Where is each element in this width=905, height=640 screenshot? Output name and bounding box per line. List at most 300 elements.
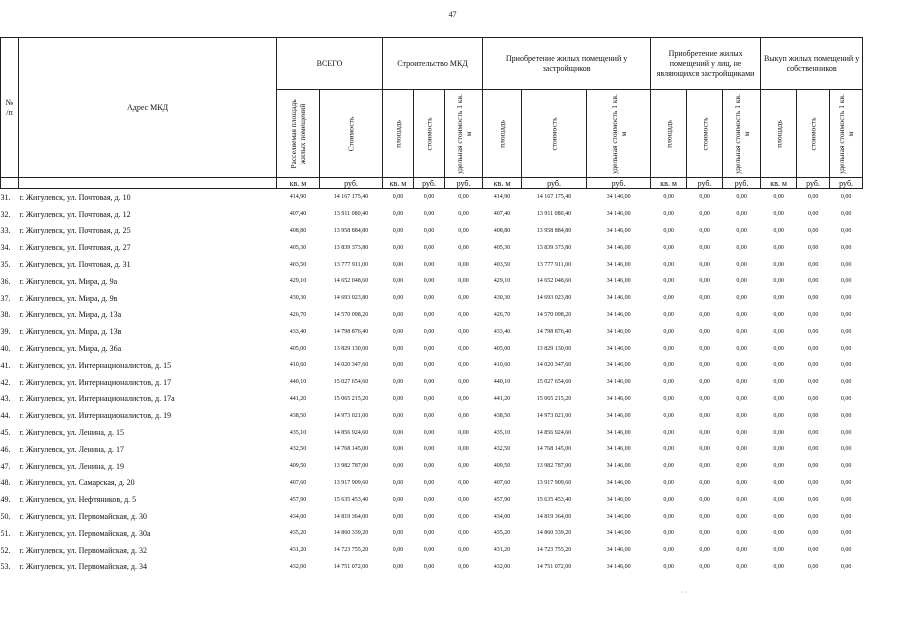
table-row [1, 273, 863, 290]
cell-buyout-unit-cost: 0,00 [840, 244, 852, 251]
cell-construction-unit-cost: 0,00 [458, 395, 469, 402]
table-row [1, 374, 863, 391]
cell-construction-cost: 0,00 [423, 244, 435, 251]
cell-developer-cost: 14 693 023,80 [536, 295, 572, 302]
cell-buyout-area: 0,00 [773, 530, 784, 537]
cell-total-area: 440,10 [289, 379, 307, 386]
cell-construction-cost: 0,00 [423, 362, 435, 369]
cell-buyout-area: 0,00 [773, 278, 784, 285]
cell-buyout-area: 0,00 [773, 295, 784, 302]
cell-nondeveloper-area: 0,00 [663, 530, 674, 537]
unit-cell-empty [19, 178, 277, 189]
cell-total-cost: 14 856 924,60 [333, 429, 369, 436]
cell-total-area: 429,10 [289, 278, 307, 285]
cell-developer-unit-cost: 34 146,00 [606, 463, 631, 470]
cell-nondeveloper-area: 0,00 [663, 547, 674, 554]
cell-buyout-cost: 0,00 [807, 311, 819, 318]
row-number: 48. [0, 478, 11, 488]
cell-construction-area: 0,00 [392, 261, 404, 268]
cell-buyout-cost: 0,00 [807, 547, 819, 554]
cell-nondeveloper-area: 0,00 [663, 211, 674, 218]
row-address: г. Жигулевск, ул. Мира, д. 9в [19, 293, 118, 303]
cell-developer-unit-cost: 34 146,00 [606, 530, 631, 537]
cell-developer-cost: 14 768 145,00 [536, 446, 572, 453]
cell-construction-unit-cost: 0,00 [458, 194, 469, 201]
cell-construction-unit-cost: 0,00 [458, 513, 469, 520]
cell-developer-unit-cost: 34 146,00 [606, 278, 631, 285]
cell-total-cost: 13 917 909,60 [333, 479, 369, 486]
cell-nondeveloper-cost: 0,00 [699, 379, 710, 386]
row-address: г. Жигулевск, ул. Первомайская, д. 30а [19, 528, 151, 538]
cell-nondeveloper-cost: 0,00 [699, 362, 710, 369]
cell-construction-cost: 0,00 [423, 547, 435, 554]
cell-developer-unit-cost: 34 146,00 [606, 211, 631, 218]
cell-developer-unit-cost: 34 146,00 [606, 311, 631, 318]
row-number: 41. [0, 360, 11, 370]
cell-developer-area: 414,90 [493, 194, 511, 201]
cell-buyout-area: 0,00 [773, 412, 784, 419]
row-number: 42. [0, 377, 11, 387]
cell-total-cost: 14 798 876,40 [333, 328, 369, 335]
cell-nondeveloper-unit-cost: 0,00 [736, 328, 747, 335]
row-number: 47. [0, 461, 11, 471]
cell-developer-cost: 14 167 175,40 [536, 194, 572, 201]
cell-total-area: 405,30 [289, 244, 307, 251]
cell-developer-area: 405,00 [493, 345, 511, 352]
cell-total-cost: 14 860 339,20 [333, 530, 369, 537]
cell-buyout-cost: 0,00 [807, 278, 819, 285]
cell-total-area: 435,10 [289, 429, 307, 436]
cell-total-area: 426,70 [289, 311, 307, 318]
cell-nondeveloper-cost: 0,00 [699, 345, 710, 352]
cell-total-cost: 14 570 098,20 [333, 311, 369, 318]
cell-construction-cost: 0,00 [423, 496, 435, 503]
cell-buyout-area: 0,00 [773, 513, 784, 520]
cell-nondeveloper-cost: 0,00 [699, 261, 710, 268]
cell-construction-area: 0,00 [392, 547, 404, 554]
cell-developer-cost: 14 798 876,40 [536, 328, 572, 335]
cell-total-cost: 14 768 145,00 [333, 446, 369, 453]
cell-nondeveloper-cost: 0,00 [699, 530, 710, 537]
cell-construction-cost: 0,00 [423, 446, 435, 453]
cell-nondeveloper-cost: 0,00 [699, 496, 710, 503]
cell-construction-unit-cost: 0,00 [458, 295, 469, 302]
cell-construction-cost: 0,00 [423, 429, 435, 436]
cell-buyout-unit-cost: 0,00 [840, 328, 852, 335]
cell-total-area: 434,00 [289, 513, 307, 520]
cell-nondeveloper-area: 0,00 [663, 479, 674, 486]
cell-construction-unit-cost: 0,00 [458, 261, 469, 268]
unit-cell: руб. [797, 178, 830, 189]
unit-cell: кв. м [761, 178, 797, 189]
cell-construction-cost: 0,00 [423, 513, 435, 520]
cell-developer-cost: 14 570 098,20 [536, 311, 572, 318]
cell-developer-unit-cost: 34 146,00 [606, 412, 631, 419]
cell-construction-area: 0,00 [392, 563, 404, 570]
cell-total-cost: 13 982 787,00 [333, 463, 369, 470]
cell-total-cost: 13 958 884,80 [333, 227, 369, 234]
cell-developer-area: 403,50 [493, 261, 511, 268]
cell-total-cost: 14 167 175,40 [333, 194, 369, 201]
cell-total-cost: 15 027 654,60 [333, 379, 369, 386]
cell-nondeveloper-cost: 0,00 [699, 479, 710, 486]
unit-cell: руб. [445, 178, 483, 189]
cell-buyout-area: 0,00 [773, 211, 784, 218]
cell-total-cost: 13 839 373,80 [333, 244, 369, 251]
row-number: 33. [0, 226, 11, 236]
table-row [1, 491, 863, 508]
group-owner-buyout-header: Выкуп жилых помещений у собственников [761, 38, 863, 90]
cell-nondeveloper-unit-cost: 0,00 [736, 244, 747, 251]
cell-nondeveloper-area: 0,00 [663, 412, 674, 419]
row-number: 43. [0, 394, 11, 404]
cell-developer-area: 434,00 [493, 513, 511, 520]
cell-nondeveloper-area: 0,00 [663, 429, 674, 436]
cell-buyout-area: 0,00 [773, 429, 784, 436]
cell-buyout-cost: 0,00 [807, 429, 819, 436]
footer-marks: · · [680, 588, 688, 597]
cell-developer-cost: 15 027 654,60 [536, 379, 572, 386]
subheader: площадь [383, 90, 414, 178]
row-address: г. Жигулевск, ул. Ленина, д. 17 [19, 444, 124, 454]
cell-nondeveloper-cost: 0,00 [699, 563, 710, 570]
cell-construction-area: 0,00 [392, 345, 404, 352]
table-row [1, 542, 863, 559]
table-row [1, 407, 863, 424]
row-number: 40. [0, 344, 11, 354]
page-number: 47 [448, 10, 457, 19]
cell-developer-unit-cost: 34 146,00 [606, 496, 631, 503]
col-number-header: № /п [1, 38, 19, 178]
table-row [1, 441, 863, 458]
cell-total-area: 414,90 [289, 194, 307, 201]
subheader-cost: Стоимость [320, 90, 383, 178]
cell-construction-unit-cost: 0,00 [458, 278, 469, 285]
cell-nondeveloper-unit-cost: 0,00 [736, 345, 747, 352]
row-number: 49. [0, 495, 11, 505]
cell-construction-cost: 0,00 [423, 295, 435, 302]
cell-developer-cost: 14 723 755,20 [536, 547, 572, 554]
cell-developer-cost: 15 635 453,40 [536, 496, 572, 503]
cell-construction-unit-cost: 0,00 [458, 311, 469, 318]
cell-developer-area: 429,10 [493, 278, 511, 285]
unit-cell-empty [1, 178, 19, 189]
row-address: г. Жигулевск, ул. Мира, д. 13а [19, 310, 122, 320]
cell-nondeveloper-unit-cost: 0,00 [736, 194, 747, 201]
cell-nondeveloper-area: 0,00 [663, 244, 674, 251]
row-address: г. Жигулевск, ул. Нефтяников, д. 5 [19, 495, 137, 505]
cell-buyout-cost: 0,00 [807, 446, 819, 453]
cell-nondeveloper-unit-cost: 0,00 [736, 463, 747, 470]
cell-nondeveloper-cost: 0,00 [699, 429, 710, 436]
cell-construction-area: 0,00 [392, 379, 404, 386]
cell-nondeveloper-unit-cost: 0,00 [736, 227, 747, 234]
cell-buyout-area: 0,00 [773, 227, 784, 234]
cell-buyout-unit-cost: 0,00 [840, 227, 852, 234]
cell-construction-cost: 0,00 [423, 227, 435, 234]
cell-construction-area: 0,00 [392, 194, 404, 201]
cell-buyout-unit-cost: 0,00 [840, 379, 852, 386]
cell-nondeveloper-unit-cost: 0,00 [736, 379, 747, 386]
cell-developer-area: 435,10 [493, 429, 511, 436]
cell-developer-area: 457,90 [493, 496, 511, 503]
cell-nondeveloper-unit-cost: 0,00 [736, 311, 747, 318]
cell-buyout-unit-cost: 0,00 [840, 211, 852, 218]
cell-developer-area: 441,20 [493, 395, 511, 402]
cell-nondeveloper-area: 0,00 [663, 311, 674, 318]
cell-buyout-area: 0,00 [773, 261, 784, 268]
cell-nondeveloper-cost: 0,00 [699, 227, 710, 234]
row-address: г. Жигулевск, ул. Самарская, д. 20 [19, 478, 135, 488]
row-address: г. Жигулевск, ул. Мира, д. 36а [19, 344, 122, 354]
unit-cell: руб. [830, 178, 863, 189]
row-address: г. Жигулевск, ул. Почтовая, д. 27 [19, 243, 131, 253]
cell-construction-area: 0,00 [392, 211, 404, 218]
table-body [1, 189, 863, 576]
table-row [1, 223, 863, 240]
cell-buyout-unit-cost: 0,00 [840, 547, 852, 554]
table-header [1, 38, 863, 189]
row-number: 31. [0, 192, 11, 202]
cell-construction-area: 0,00 [392, 412, 404, 419]
unit-cell: кв. м [277, 178, 320, 189]
cell-nondeveloper-area: 0,00 [663, 463, 674, 470]
cell-buyout-area: 0,00 [773, 547, 784, 554]
cell-construction-cost: 0,00 [423, 278, 435, 285]
cell-construction-unit-cost: 0,00 [458, 446, 469, 453]
cell-nondeveloper-area: 0,00 [663, 379, 674, 386]
cell-construction-unit-cost: 0,00 [458, 547, 469, 554]
cell-nondeveloper-unit-cost: 0,00 [736, 362, 747, 369]
cell-nondeveloper-cost: 0,00 [699, 513, 710, 520]
cell-buyout-unit-cost: 0,00 [840, 261, 852, 268]
cell-construction-unit-cost: 0,00 [458, 362, 469, 369]
table-row [1, 323, 863, 340]
cell-nondeveloper-unit-cost: 0,00 [736, 513, 747, 520]
cell-construction-cost: 0,00 [423, 463, 435, 470]
cell-nondeveloper-unit-cost: 0,00 [736, 446, 747, 453]
cell-buyout-unit-cost: 0,00 [840, 496, 852, 503]
cell-nondeveloper-unit-cost: 0,00 [736, 496, 747, 503]
cell-total-area: 408,80 [289, 227, 307, 234]
cell-total-cost: 13 829 130,00 [333, 345, 369, 352]
cell-buyout-area: 0,00 [773, 479, 784, 486]
cell-buyout-area: 0,00 [773, 563, 784, 570]
cell-total-area: 432,50 [289, 446, 307, 453]
cell-construction-area: 0,00 [392, 244, 404, 251]
cell-buyout-unit-cost: 0,00 [840, 429, 852, 436]
cell-nondeveloper-cost: 0,00 [699, 211, 710, 218]
cell-buyout-cost: 0,00 [807, 563, 819, 570]
row-number: 52. [0, 545, 11, 555]
cell-developer-unit-cost: 34 146,00 [606, 563, 631, 570]
cell-buyout-area: 0,00 [773, 244, 784, 251]
row-address: г. Жигулевск, ул. Ленина, д. 15 [19, 428, 124, 438]
cell-developer-area: 433,40 [493, 328, 511, 335]
cell-buyout-area: 0,00 [773, 194, 784, 201]
table-row [1, 290, 863, 307]
cell-construction-cost: 0,00 [423, 194, 435, 201]
cell-buyout-area: 0,00 [773, 446, 784, 453]
cell-construction-area: 0,00 [392, 530, 404, 537]
cell-buyout-cost: 0,00 [807, 530, 819, 537]
cell-nondeveloper-cost: 0,00 [699, 194, 710, 201]
cell-total-area: 432,00 [289, 563, 307, 570]
unit-cell: руб. [522, 178, 587, 189]
cell-total-cost: 15 635 453,40 [333, 496, 369, 503]
cell-nondeveloper-cost: 0,00 [699, 295, 710, 302]
cell-buyout-unit-cost: 0,00 [840, 278, 852, 285]
cell-total-area: 403,50 [289, 261, 307, 268]
table-row [1, 559, 863, 576]
table-row [1, 458, 863, 475]
row-number: 36. [0, 276, 11, 286]
cell-construction-cost: 0,00 [423, 530, 435, 537]
cell-buyout-unit-cost: 0,00 [840, 194, 852, 201]
cell-construction-area: 0,00 [392, 295, 404, 302]
cell-nondeveloper-cost: 0,00 [699, 547, 710, 554]
cell-buyout-cost: 0,00 [807, 261, 819, 268]
cell-nondeveloper-unit-cost: 0,00 [736, 295, 747, 302]
cell-nondeveloper-area: 0,00 [663, 513, 674, 520]
cell-construction-area: 0,00 [392, 395, 404, 402]
table-row [1, 340, 863, 357]
cell-buyout-unit-cost: 0,00 [840, 395, 852, 402]
cell-construction-cost: 0,00 [423, 563, 435, 570]
cell-total-area: 438,50 [289, 412, 307, 419]
row-number: 37. [0, 293, 11, 303]
cell-buyout-area: 0,00 [773, 362, 784, 369]
cell-total-area: 430,30 [289, 295, 307, 302]
cell-nondeveloper-cost: 0,00 [699, 395, 710, 402]
table-row [1, 475, 863, 492]
cell-buyout-cost: 0,00 [807, 496, 819, 503]
cell-developer-unit-cost: 34 146,00 [606, 295, 631, 302]
cell-nondeveloper-area: 0,00 [663, 227, 674, 234]
cell-nondeveloper-area: 0,00 [663, 496, 674, 503]
cell-total-area: 433,40 [289, 328, 307, 335]
cell-buyout-cost: 0,00 [807, 513, 819, 520]
subheader: удельная стоимость 1 кв. м [830, 90, 863, 178]
subheader: стоимость [797, 90, 830, 178]
unit-cell: руб. [587, 178, 651, 189]
cell-buyout-area: 0,00 [773, 463, 784, 470]
cell-developer-cost: 14 856 924,60 [536, 429, 572, 436]
row-address: г. Жигулевск, ул. Почтовая, д. 10 [19, 192, 131, 202]
table-row [1, 189, 863, 206]
cell-buyout-unit-cost: 0,00 [840, 362, 852, 369]
cell-buyout-cost: 0,00 [807, 362, 819, 369]
row-address: г. Жигулевск, ул. Почтовая, д. 12 [19, 209, 131, 219]
cell-total-area: 407,60 [289, 479, 307, 486]
cell-construction-area: 0,00 [392, 328, 404, 335]
cell-developer-cost: 14 973 021,00 [536, 412, 572, 419]
table-row [1, 206, 863, 223]
cell-construction-area: 0,00 [392, 362, 404, 369]
row-number: 50. [0, 512, 11, 522]
cell-buyout-unit-cost: 0,00 [840, 513, 852, 520]
unit-cell: руб. [320, 178, 383, 189]
cell-developer-cost: 15 065 215,20 [536, 395, 572, 402]
cell-construction-area: 0,00 [392, 463, 404, 470]
cell-buyout-cost: 0,00 [807, 463, 819, 470]
cell-nondeveloper-unit-cost: 0,00 [736, 412, 747, 419]
cell-buyout-area: 0,00 [773, 496, 784, 503]
subheader: площадь [761, 90, 797, 178]
subheader: стоимость [414, 90, 445, 178]
cell-nondeveloper-unit-cost: 0,00 [736, 530, 747, 537]
cell-total-area: 457,90 [289, 496, 307, 503]
cell-total-cost: 14 020 347,60 [333, 362, 369, 369]
cell-developer-area: 426,70 [493, 311, 511, 318]
cell-construction-area: 0,00 [392, 311, 404, 318]
cell-developer-unit-cost: 34 146,00 [606, 446, 631, 453]
cell-buyout-cost: 0,00 [807, 227, 819, 234]
cell-construction-cost: 0,00 [423, 379, 435, 386]
cell-total-cost: 13 777 911,00 [333, 261, 369, 268]
cell-nondeveloper-area: 0,00 [663, 446, 674, 453]
cell-buyout-area: 0,00 [773, 395, 784, 402]
cell-buyout-cost: 0,00 [807, 244, 819, 251]
row-address: г. Жигулевск, ул. Почтовая, д. 31 [19, 260, 131, 270]
cell-developer-unit-cost: 34 146,00 [606, 227, 631, 234]
cell-construction-area: 0,00 [392, 479, 404, 486]
cell-developer-cost: 14 020 347,60 [536, 362, 572, 369]
unit-cell: руб. [723, 178, 761, 189]
cell-nondeveloper-area: 0,00 [663, 328, 674, 335]
row-address: г. Жигулевск, ул. Почтовая, д. 25 [19, 226, 131, 236]
cell-developer-cost: 13 958 884,80 [536, 227, 572, 234]
cell-nondeveloper-unit-cost: 0,00 [736, 429, 747, 436]
cell-nondeveloper-cost: 0,00 [699, 328, 710, 335]
cell-total-area: 407,40 [289, 211, 307, 218]
cell-total-cost: 14 652 048,60 [333, 278, 369, 285]
row-address: г. Жигулевск, ул. Интернационалистов, д. 17 [19, 377, 172, 387]
cell-construction-unit-cost: 0,00 [458, 227, 469, 234]
cell-nondeveloper-unit-cost: 0,00 [736, 479, 747, 486]
cell-total-cost: 14 723 755,20 [333, 547, 369, 554]
group-total-header: ВСЕГО [277, 38, 383, 90]
cell-buyout-unit-cost: 0,00 [840, 412, 852, 419]
cell-developer-unit-cost: 34 146,00 [606, 429, 631, 436]
cell-nondeveloper-unit-cost: 0,00 [736, 547, 747, 554]
cell-construction-unit-cost: 0,00 [458, 412, 469, 419]
cell-buyout-cost: 0,00 [807, 345, 819, 352]
subheader: площадь [483, 90, 522, 178]
cell-buyout-unit-cost: 0,00 [840, 479, 852, 486]
cell-nondeveloper-area: 0,00 [663, 395, 674, 402]
cell-construction-cost: 0,00 [423, 345, 435, 352]
cell-construction-unit-cost: 0,00 [458, 563, 469, 570]
cell-construction-cost: 0,00 [423, 311, 435, 318]
cell-total-cost: 14 973 021,00 [333, 412, 369, 419]
cell-developer-unit-cost: 34 146,00 [606, 244, 631, 251]
cell-buyout-cost: 0,00 [807, 379, 819, 386]
subheader-area: Расселяемая площадь жилых помещений [277, 90, 320, 178]
row-number: 46. [0, 444, 11, 454]
cell-buyout-cost: 0,00 [807, 194, 819, 201]
cell-total-cost: 14 751 072,00 [333, 563, 369, 570]
cell-nondeveloper-cost: 0,00 [699, 412, 710, 419]
cell-developer-area: 410,60 [493, 362, 511, 369]
cell-total-cost: 14 693 023,80 [333, 295, 369, 302]
cell-nondeveloper-unit-cost: 0,00 [736, 278, 747, 285]
subheader: удельная стоимость 1 кв. м [587, 90, 651, 178]
cell-total-area: 431,20 [289, 547, 307, 554]
cell-construction-area: 0,00 [392, 496, 404, 503]
cell-buyout-unit-cost: 0,00 [840, 463, 852, 470]
mkd-table [0, 37, 863, 575]
